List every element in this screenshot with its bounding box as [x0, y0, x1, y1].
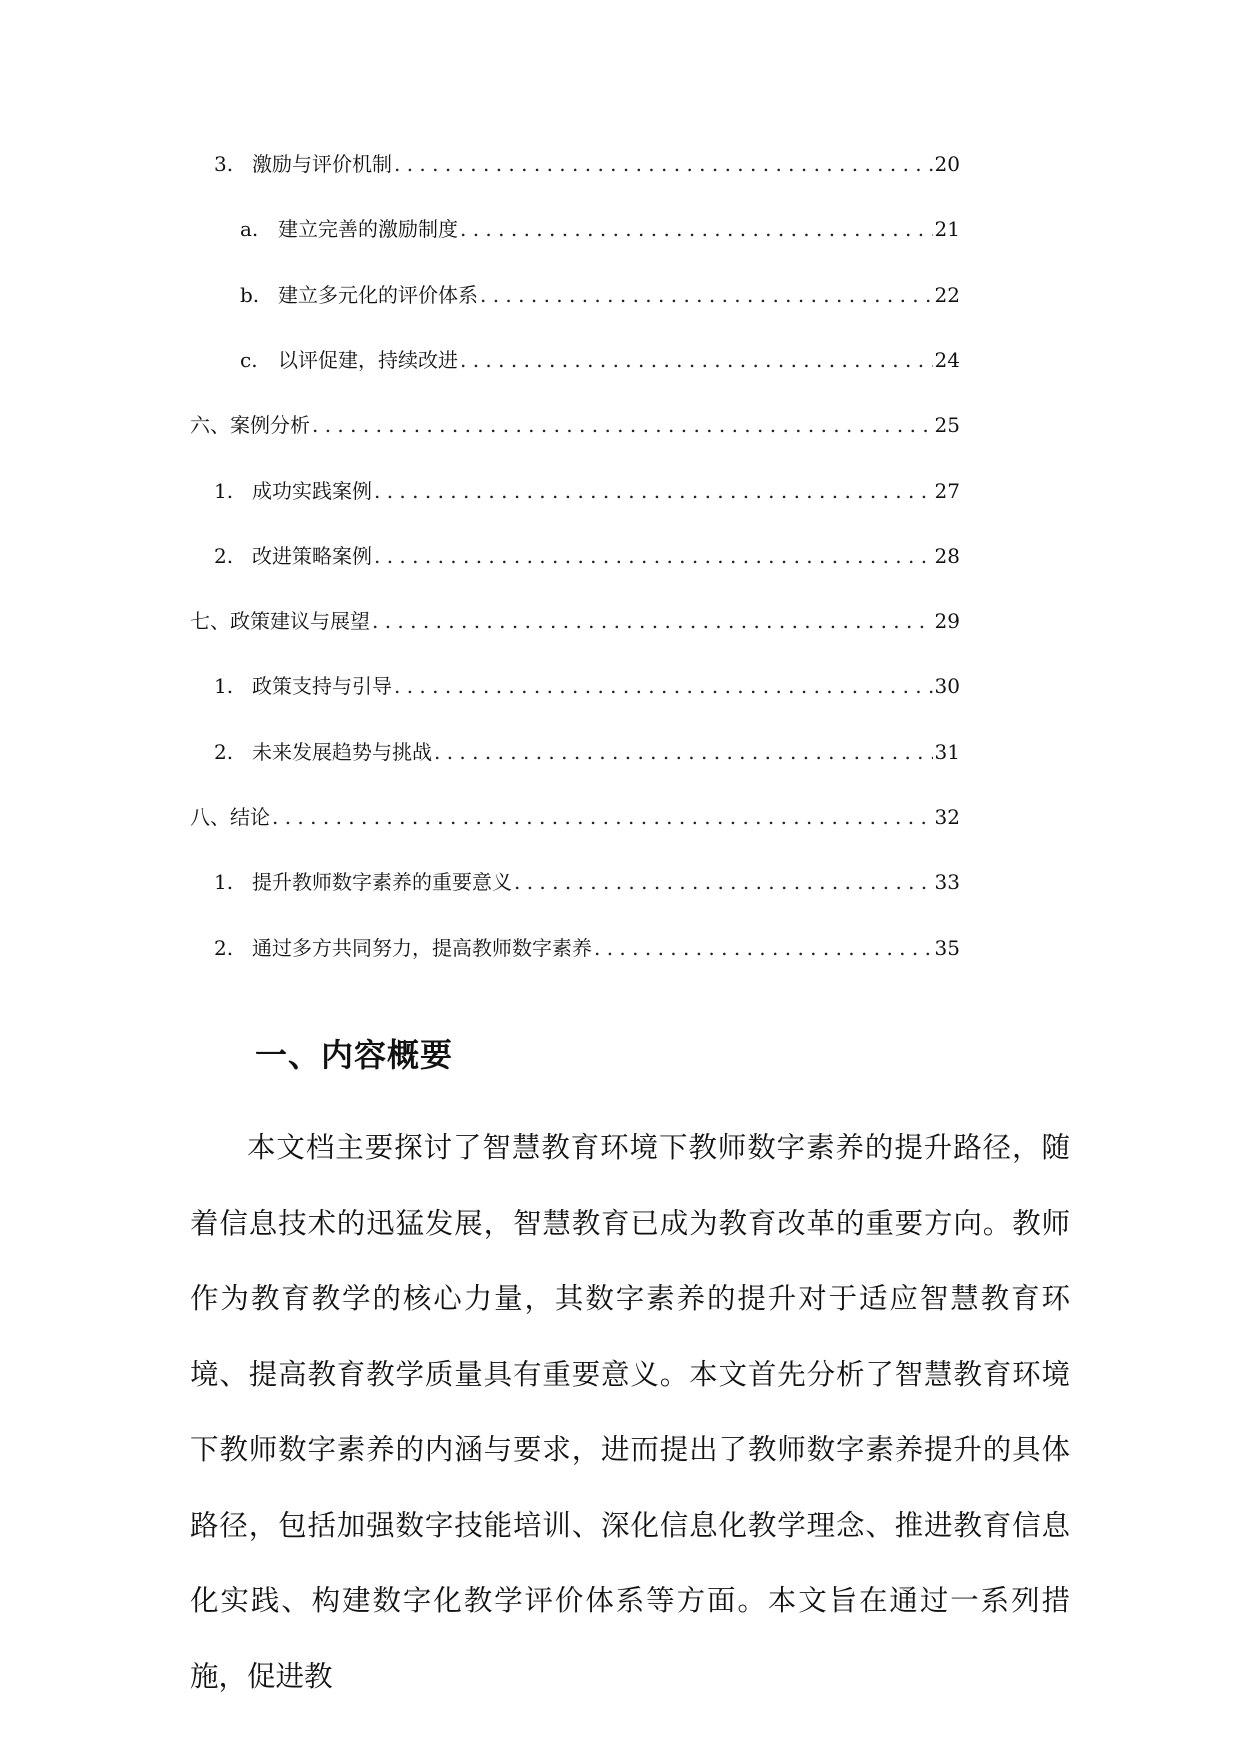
toc-entry-number: 1. [214, 870, 234, 895]
toc-entry-number: 1. [214, 674, 234, 699]
toc-entry-title: 提升教师数字素养的重要意义 [252, 870, 512, 895]
toc-entry[interactable] [214, 148, 960, 178]
dot-leader [312, 413, 933, 437]
toc-entry[interactable] [190, 801, 960, 831]
toc-entry-number: 2. [214, 935, 234, 960]
toc-entry-number: c. [240, 347, 258, 372]
toc-entry-title: 政策支持与引导 [252, 674, 392, 699]
toc-entry-title: 未来发展趋势与挑战 [252, 739, 432, 764]
toc-entry-page: 29 [934, 609, 960, 634]
toc-entry-title: 改进策略案例 [252, 543, 372, 568]
toc-entry-page: 30 [934, 674, 960, 699]
toc-entry[interactable] [190, 605, 960, 635]
toc-entry-title: 以评促建，持续改进 [278, 347, 458, 372]
toc-entry-number: a. [240, 217, 259, 242]
dot-leader [460, 348, 933, 372]
toc-entry[interactable] [240, 213, 960, 243]
dot-leader [272, 805, 933, 829]
toc-entry-page: 32 [934, 805, 960, 829]
dot-leader [374, 479, 933, 503]
toc-entry-page: 31 [934, 739, 960, 764]
toc-entry-title: 成功实践案例 [252, 478, 372, 503]
toc-entry[interactable] [214, 866, 960, 896]
toc-entry[interactable] [214, 670, 960, 700]
toc-entry[interactable] [240, 344, 960, 374]
toc-entry-title: 八、结论 [190, 805, 270, 829]
dot-leader [394, 674, 933, 698]
dot-leader [374, 544, 933, 568]
toc-entry-page: 25 [934, 413, 960, 438]
dot-leader [372, 609, 933, 633]
toc-entry-number: 2. [214, 543, 234, 568]
dot-leader [594, 936, 933, 960]
toc-entry-title: 建立多元化的评价体系 [278, 282, 478, 307]
toc-entry-title: 通过多方共同努力，提高教师数字素养 [252, 935, 592, 960]
dot-leader [460, 217, 933, 241]
toc-entry[interactable] [190, 409, 960, 439]
dot-leader [434, 740, 933, 764]
toc-entry-title: 七、政策建议与展望 [190, 609, 370, 634]
toc-entry-number: 3. [214, 152, 234, 176]
toc-entry[interactable] [214, 736, 960, 766]
toc-entry-title: 建立完善的激励制度 [278, 217, 458, 242]
toc-entry-page: 35 [934, 935, 960, 960]
dot-leader [514, 870, 933, 894]
toc-entry-page: 27 [934, 478, 960, 503]
toc-entry[interactable] [214, 475, 960, 505]
toc-entry-number: b. [240, 282, 260, 307]
toc-entry-page: 21 [934, 217, 960, 242]
section-heading: 一、内容概要 [255, 1036, 454, 1074]
toc-entry-title: 激励与评价机制 [252, 152, 392, 176]
toc-entry-page: 20 [934, 152, 960, 176]
toc-entry-number: 1. [214, 478, 234, 503]
toc-entry-title: 六、案例分析 [190, 413, 310, 438]
toc-entry-page: 33 [934, 870, 960, 895]
toc-entry[interactable] [214, 540, 960, 570]
toc-entry-page: 28 [934, 543, 960, 568]
toc-entry[interactable] [240, 279, 960, 309]
summary-paragraph: 本文档主要探讨了智慧教育环境下教师数字素养的提升路径，随着信息技术的迅猛发展，智慧教育已成为教育改革的重要方向。教师作为教育教学的核心力量，其数字素养的提升对于适应智慧教育环境、提高教育教学质量具有重要意义。本文首先分析了智慧教育环境下教师数字素养的内涵与要求，进而提出了教师数字素养提升的具体路径，包括加强数字技能培训、深化信息化教学理念、推进教育信息化实践、构建数字化教学评价体系等方面。本文旨在通过一系列措施，促进教 [190, 1131, 1070, 1693]
toc-entry-number: 2. [214, 739, 234, 764]
toc-entry[interactable] [214, 932, 960, 962]
dot-leader [394, 152, 933, 176]
dot-leader [480, 283, 933, 307]
toc-entry-page: 22 [934, 282, 960, 307]
toc-entry-page: 24 [934, 347, 960, 372]
